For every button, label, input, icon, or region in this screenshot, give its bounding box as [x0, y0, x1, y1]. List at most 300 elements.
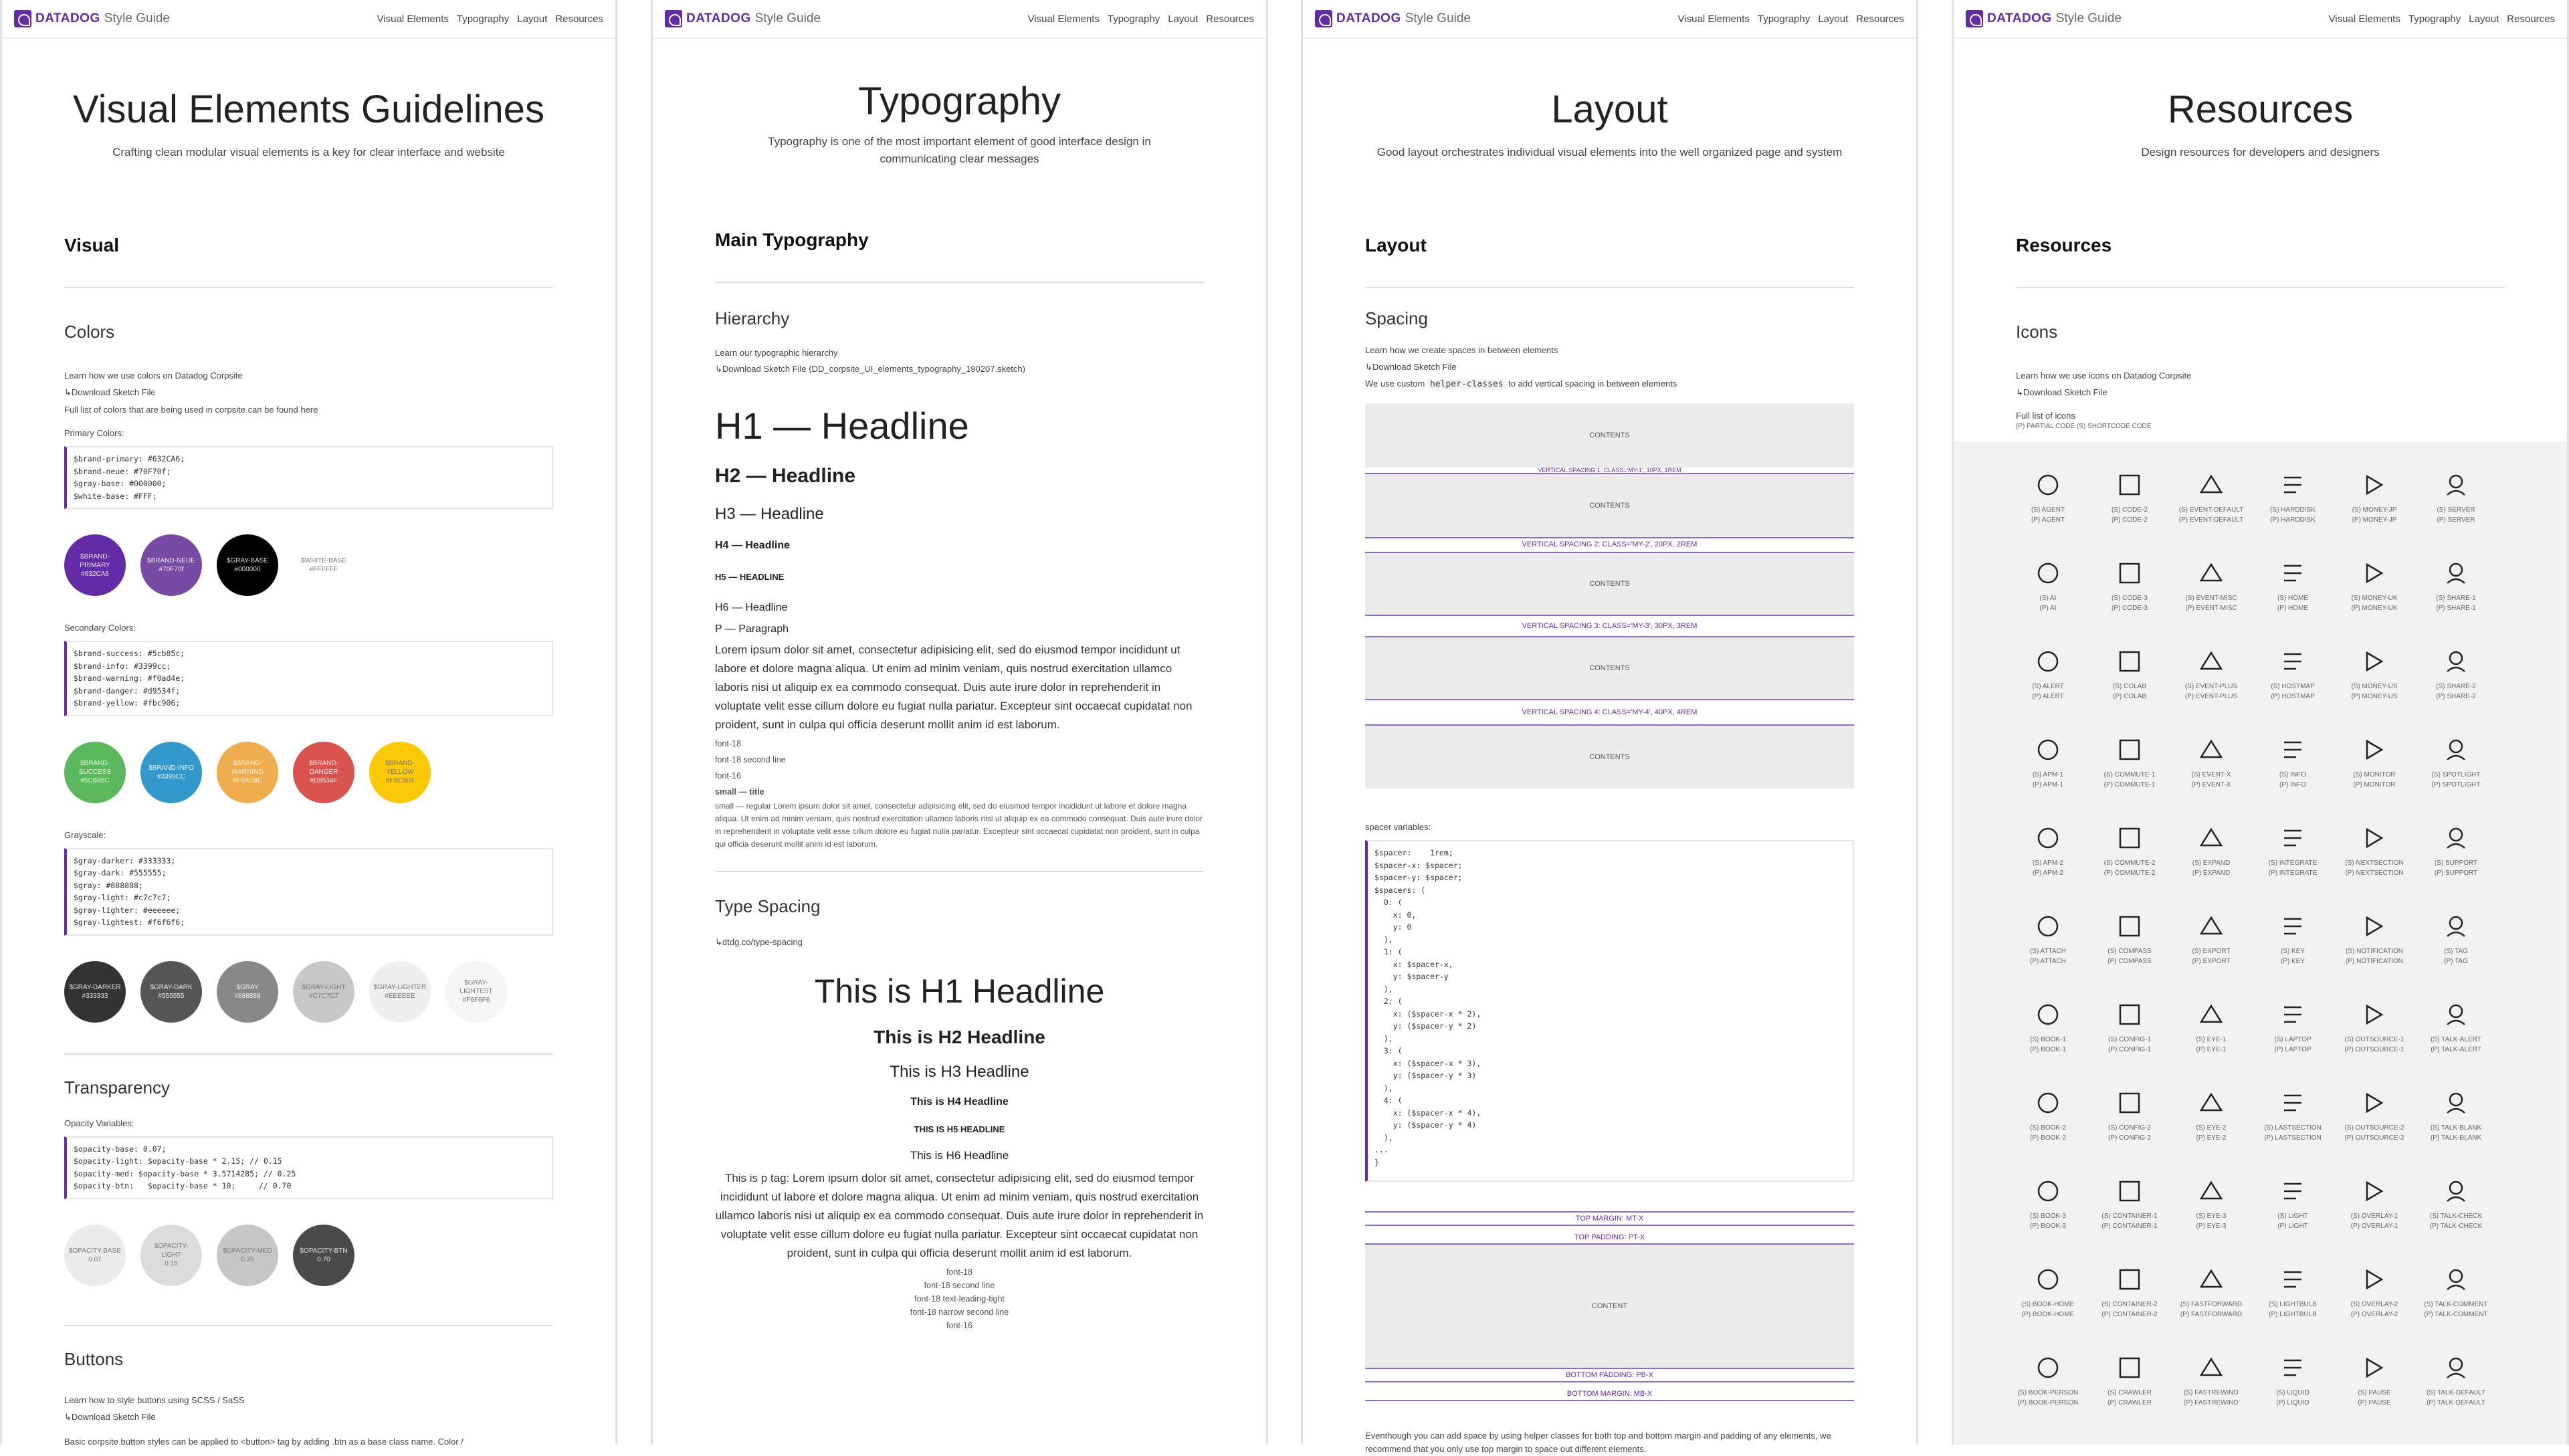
icon-compass-tile[interactable]	[2089, 910, 2170, 998]
page-lead: Crafting clean modular visual elements is a key for clear interface and website	[112, 146, 505, 159]
icon-label-s: (S) NEXTSECTION	[2345, 859, 2404, 867]
top-nav	[1303, 0, 1916, 39]
divider	[64, 1325, 553, 1326]
icon-code-2-tile[interactable]	[2089, 468, 2170, 556]
secondary-colors-label: Secondary Colors:	[64, 623, 136, 633]
swatch-name: $WHITE-BASE	[301, 557, 346, 564]
primary-colors-code: $brand-primary: #632CA6; $brand-neue: #70F70f; $gray-base: #000000; $white-base: #FFF;	[64, 446, 553, 509]
swatch-name: $GRAY-DARKER	[69, 983, 121, 991]
logo-subtitle: Style Guide	[754, 11, 821, 25]
icon-crawler-tile[interactable]	[2089, 1351, 2170, 1439]
swatch-value: #5CB85C	[80, 777, 110, 785]
icon-notification-tile[interactable]	[2334, 910, 2415, 998]
icon-info-tile[interactable]	[2252, 733, 2334, 821]
icon-label-s: (S) TAG	[2444, 948, 2468, 955]
full-colors-link[interactable]: Full list of colors that are being used in corpsite can be found here	[64, 405, 318, 415]
icon-label-p: (P) HOSTMAP	[2271, 693, 2315, 700]
icon-code-3-tile[interactable]	[2089, 556, 2170, 645]
icon-label-p: (P) CRAWLER	[2108, 1399, 2152, 1407]
swatch-name: $GRAY-LIGHTEST	[459, 979, 493, 995]
icon-label-s: (S) EYE-3	[2196, 1213, 2227, 1220]
icon-book-3-tile[interactable]	[2007, 1174, 2089, 1263]
typography-page	[651, 0, 1268, 1445]
attach-icon	[2031, 910, 2065, 943]
icon-label-s: (S) EYE-2	[2196, 1124, 2227, 1132]
swatch-name: $BRAND-DANGER	[309, 760, 338, 776]
nav-link-resources[interactable]: Resources	[2507, 13, 2555, 25]
icon-liquid-tile[interactable]	[2252, 1351, 2334, 1439]
icon-book-person-tile[interactable]	[2007, 1351, 2089, 1439]
overlay-1-icon	[2358, 1174, 2391, 1208]
contents-box: CONTENTS	[1365, 724, 1854, 789]
icon-label-p: (P) CONTAINER-2	[2101, 1311, 2158, 1318]
icon-eye-1-tile[interactable]	[2170, 998, 2252, 1086]
type-spacing-link[interactable]: ↳dtdg.co/type-spacing	[715, 937, 803, 947]
nav-link-layout[interactable]: Layout	[1818, 13, 1849, 25]
icon-label-s: (S) HARDDISK	[2270, 506, 2316, 514]
spotlight-icon	[2439, 733, 2473, 766]
nav-link-layout[interactable]: Layout	[517, 13, 548, 25]
icon-label-s: (S) BOOK-3	[2030, 1213, 2066, 1220]
icon-talk-alert-tile[interactable]	[2415, 998, 2497, 1086]
nav-link-typography[interactable]: Typography	[2408, 13, 2461, 25]
layout-download-link[interactable]: ↳Download Sketch File	[1365, 362, 1457, 372]
share-1-icon	[2439, 556, 2473, 590]
font-note: font-18	[715, 739, 741, 748]
icon-label-p: (P) BOOK-PERSON	[2017, 1399, 2079, 1407]
icon-label-s: (S) INTEGRATE	[2268, 859, 2318, 867]
page-title: Visual Elements Guidelines	[73, 88, 544, 131]
lightbulb-icon	[2276, 1263, 2309, 1296]
apm-2-icon	[2031, 821, 2065, 855]
nav-link-layout[interactable]: Layout	[2469, 13, 2499, 25]
swatch-value: #C7C7C7	[309, 992, 338, 1000]
icon-overlay-1-tile[interactable]	[2334, 1174, 2415, 1263]
icon-grid	[1954, 441, 2567, 1445]
event-x-icon	[2194, 733, 2228, 766]
nav-link-visual-elements[interactable]: Visual Elements	[377, 13, 449, 25]
spacer-variables-code: $spacer: 1rem; $spacer-x: $spacer; $spacer-y: $spacer; $spacers: ( 0: ( x: 0, y: 0 ), 1: ( x: $spacer-x, y: $spacer-y ), 2: ( x: ($spacer-x * 2), y: ($spacer-y * 2) ), 3: ( x: ($spacer-x * 3), y: ($spacer-y * 3) ), 4: ( x: ($spacer-x * 4), y: ($spacer-y * 4) ), ... }	[1365, 840, 1854, 1182]
icon-label-p: (P) MONITOR	[2353, 781, 2396, 789]
icon-label-s: (S) APM-2	[2032, 859, 2064, 867]
icon-label-p: (P) LIQUID	[2276, 1399, 2309, 1407]
icon-money-uk-tile[interactable]	[2334, 556, 2415, 645]
icon-share-2-tile[interactable]	[2415, 645, 2497, 733]
nav-link-visual-elements[interactable]: Visual Elements	[2328, 13, 2400, 25]
icon-support-tile[interactable]	[2415, 821, 2497, 910]
icon-event-plus-tile[interactable]	[2170, 645, 2252, 733]
icon-label-p: (P) BOOK-2	[2030, 1134, 2066, 1142]
nav-link-resources[interactable]: Resources	[1206, 13, 1254, 25]
top-nav	[1954, 0, 2567, 39]
color-swatch	[140, 961, 202, 1023]
color-swatch	[140, 742, 202, 803]
icon-lastsection-tile[interactable]	[2252, 1086, 2334, 1174]
icon-book-home-tile[interactable]	[2007, 1263, 2089, 1351]
primary-colors-label: Primary Colors:	[64, 428, 124, 438]
icon-event-default-tile[interactable]	[2170, 468, 2252, 556]
visual-elements-page	[0, 0, 617, 1445]
hero	[653, 79, 1266, 168]
logo[interactable]	[14, 10, 170, 27]
nav-link-resources[interactable]: Resources	[1856, 13, 1904, 25]
contents-box: CONTENTS	[1365, 403, 1854, 467]
talk-blank-icon	[2439, 1086, 2473, 1120]
book-3-icon	[2031, 1174, 2065, 1208]
icon-label-p: (P) SHARE-2	[2436, 693, 2476, 700]
icon-eye-2-tile[interactable]	[2170, 1086, 2252, 1174]
divider	[715, 282, 1204, 283]
icon-outsource-2-tile[interactable]	[2334, 1086, 2415, 1174]
swatch-name: $OPACITY-LIGHT	[154, 1243, 189, 1259]
alert-icon	[2031, 645, 2065, 678]
swatch-name: $OPACITY-BTN	[300, 1247, 348, 1255]
hierarchy-download-link[interactable]: ↳Download Sketch File (DD_corpsite_UI_elements_typography_190207.sketch)	[715, 364, 1025, 374]
sample-h2: H2 — Headline	[715, 465, 856, 487]
icon-tag-tile[interactable]	[2415, 910, 2497, 998]
money-jp-icon	[2358, 468, 2391, 502]
icon-home-tile[interactable]	[2252, 556, 2334, 645]
icon-export-tile[interactable]	[2170, 910, 2252, 998]
icon-colab-tile[interactable]	[2089, 645, 2170, 733]
outsource-2-icon	[2358, 1086, 2391, 1120]
icon-label-s: (S) SHARE-1	[2436, 595, 2476, 602]
icon-talk-default-tile[interactable]	[2415, 1351, 2497, 1439]
swatch-value: #F6F6F6	[462, 997, 490, 1004]
nav-link-visual-elements[interactable]: Visual Elements	[1677, 13, 1750, 25]
icon-label-p: (P) EYE-3	[2196, 1223, 2227, 1230]
top-nav	[653, 0, 1266, 39]
lastsection-icon	[2276, 1086, 2309, 1120]
eye-1-icon	[2194, 998, 2228, 1031]
ai-icon	[2031, 556, 2065, 590]
nav-links	[377, 13, 603, 25]
swatch-value: #D9534F	[310, 777, 338, 785]
logo[interactable]	[665, 10, 821, 27]
colors-heading: Colors	[64, 322, 115, 342]
icon-label-s: (S) BOOK-2	[2030, 1124, 2066, 1132]
icon-label-p: (P) NOTIFICATION	[2346, 958, 2403, 965]
icon-label-s: (S) SPOTLIGHT	[2431, 771, 2481, 778]
icon-pause-tile[interactable]	[2334, 1351, 2415, 1439]
contents-box: CONTENTS	[1365, 552, 1854, 616]
nav-links	[1028, 13, 1254, 25]
icon-book-2-tile[interactable]	[2007, 1086, 2089, 1174]
primary-swatches	[64, 534, 553, 596]
container-1-icon	[2113, 1174, 2146, 1208]
book-1-icon	[2031, 998, 2065, 1031]
icon-label-p: (P) OUTSOURCE-1	[2344, 1046, 2404, 1053]
export-icon	[2194, 910, 2228, 943]
icon-label-s: (S) AI	[2039, 595, 2057, 602]
spacing-h1: This is H1 Headline	[814, 972, 1105, 1010]
swatch-value: #632CA6	[81, 570, 109, 578]
icon-label-s: (S) EVENT-X	[2191, 771, 2231, 778]
icon-label-p: (P) CONFIG-2	[2108, 1134, 2151, 1142]
icon-container-2-tile[interactable]	[2089, 1263, 2170, 1351]
swatch-value: 0.70	[317, 1255, 330, 1263]
icon-label-s: (S) COMMUTE-2	[2103, 859, 2156, 867]
icon-label-s: (S) AGENT	[2031, 506, 2065, 514]
nav-link-typography[interactable]: Typography	[456, 13, 510, 25]
icon-label-s: (S) CONTAINER-1	[2101, 1213, 2158, 1220]
layout-footer-text: Eventhough you can add space by using helper classes for both top and bottom margin and padding of any elements, we recommend that you only use top margin to space out different elements.	[1365, 1431, 1831, 1454]
hero	[1954, 87, 2567, 161]
page-title: Layout	[1551, 88, 1668, 131]
tag-icon	[2439, 910, 2473, 943]
spacing-intro: Learn how we create spaces in between elements	[1365, 345, 1558, 355]
nav-link-resources[interactable]: Resources	[555, 13, 603, 25]
icon-label-s: (S) SUPPORT	[2434, 859, 2478, 867]
icon-label-s: (S) TALK-COMMENT	[2424, 1301, 2488, 1308]
icon-apm-1-tile[interactable]	[2007, 733, 2089, 821]
logo-subtitle: Style Guide	[1405, 11, 1471, 25]
icon-legend: (P) PARTIAL CODE (S) SHORTCODE CODE	[2016, 423, 2152, 430]
icon-label-s: (S) EYE-1	[2196, 1036, 2227, 1043]
swatch-name: $BRAND-YELLOW	[385, 760, 415, 776]
talk-default-icon	[2439, 1351, 2473, 1384]
icon-label-s: (S) FASTFORWARD	[2180, 1301, 2243, 1308]
nav-links	[2329, 13, 2555, 25]
commute-2-icon	[2113, 821, 2146, 855]
sample-h4: H4 — Headline	[715, 540, 791, 551]
icon-label-p: (P) CONFIG-1	[2108, 1046, 2151, 1053]
icon-money-jp-tile[interactable]	[2334, 468, 2415, 556]
icon-commute-2-tile[interactable]	[2089, 821, 2170, 910]
icon-label-s: (S) MONEY-US	[2351, 683, 2398, 690]
icon-attach-tile[interactable]	[2007, 910, 2089, 998]
icon-alert-tile[interactable]	[2007, 645, 2089, 733]
icon-fastforward-tile[interactable]	[2170, 1263, 2252, 1351]
grayscale-label: Grayscale:	[64, 829, 106, 840]
nav-link-typography[interactable]: Typography	[1107, 13, 1160, 25]
color-swatch	[140, 534, 202, 596]
icon-label-p: (P) OVERLAY-1	[2350, 1223, 2398, 1230]
pause-icon	[2358, 1351, 2391, 1384]
sample-h3: H3 — Headline	[715, 505, 824, 523]
outsource-1-icon	[2358, 998, 2391, 1031]
hierarchy-intro: Learn our typographic hierarchy	[715, 348, 838, 358]
expand-icon	[2194, 821, 2228, 855]
buttons-intro: Learn how to style buttons using SCSS / SaSS	[64, 1394, 245, 1405]
swatch-value: 0.25	[241, 1255, 254, 1263]
icon-label-s: (S) TALK-DEFAULT	[2427, 1389, 2485, 1396]
color-swatch	[217, 742, 278, 803]
icon-commute-1-tile[interactable]	[2089, 733, 2170, 821]
icon-config-2-tile[interactable]	[2089, 1086, 2170, 1174]
icon-ai-tile[interactable]	[2007, 556, 2089, 645]
icon-label-s: (S) HOME	[2277, 595, 2309, 602]
icon-label-p: (P) KEY	[2280, 958, 2305, 965]
icon-overlay-2-tile[interactable]	[2334, 1263, 2415, 1351]
icon-label-p: (P) FASTREWIND	[2184, 1399, 2239, 1407]
icon-label-s: (S) LIGHTBULB	[2269, 1301, 2317, 1308]
icon-talk-comment-tile[interactable]	[2415, 1263, 2497, 1351]
icon-server-tile[interactable]	[2415, 468, 2497, 556]
icon-label-p: (P) INFO	[2279, 781, 2306, 789]
nav-link-typography[interactable]: Typography	[1757, 13, 1811, 25]
icon-label-s: (S) SHARE-2	[2436, 683, 2476, 690]
icon-label-p: (P) LAPTOP	[2274, 1046, 2311, 1053]
icon-label-p: (P) AGENT	[2031, 516, 2065, 524]
spacing-h2: This is H2 Headline	[874, 1027, 1045, 1047]
spacing-heading: Spacing	[1365, 308, 1428, 328]
icon-nextsection-tile[interactable]	[2334, 821, 2415, 910]
icon-label-p: (P) ATTACH	[2029, 958, 2067, 965]
icon-label-p: (P) EXPORT	[2192, 958, 2231, 965]
color-swatch	[369, 742, 431, 803]
note-post: to add vertical spacing in between elements	[1508, 379, 1677, 389]
icon-agent-tile[interactable]	[2007, 468, 2089, 556]
sample-h5: H5 — HEADLINE	[715, 572, 785, 582]
icon-label-s: (S) CRAWLER	[2108, 1389, 2152, 1396]
liquid-icon	[2276, 1351, 2309, 1384]
spacing-h3: This is H3 Headline	[890, 1063, 1029, 1081]
icon-label-s: (S) EVENT-MISC	[2185, 595, 2237, 602]
buttons-download-link[interactable]: ↳Download Sketch File	[64, 1411, 156, 1422]
icon-expand-tile[interactable]	[2170, 821, 2252, 910]
icon-label-p: (P) ALERT	[2032, 693, 2064, 700]
small-title: small — title	[715, 787, 764, 797]
divider	[1365, 287, 1854, 288]
spacing-h4: This is H4 Headline	[910, 1096, 1009, 1108]
download-sketch-link[interactable]: ↳Download Sketch File	[64, 387, 156, 397]
nav-link-layout[interactable]: Layout	[1168, 13, 1199, 25]
key-icon	[2276, 910, 2309, 943]
icon-label-p: (P) OUTSOURCE-2	[2344, 1134, 2404, 1142]
color-swatch	[217, 534, 278, 596]
icon-key-tile[interactable]	[2252, 910, 2334, 998]
icon-event-misc-tile[interactable]	[2170, 556, 2252, 645]
nav-link-visual-elements[interactable]: Visual Elements	[1027, 13, 1100, 25]
logo[interactable]	[1315, 10, 1471, 27]
icon-money-us-tile[interactable]	[2334, 645, 2415, 733]
icon-hostmap-tile[interactable]	[2252, 645, 2334, 733]
logo-brand: DATADOG	[1987, 11, 2052, 25]
section-title: Main Typography	[715, 229, 869, 250]
icon-talk-blank-tile[interactable]	[2415, 1086, 2497, 1174]
overlay-2-icon	[2358, 1263, 2391, 1296]
logo-brand: DATADOG	[686, 11, 751, 25]
font-note: font-16	[946, 1321, 972, 1330]
harddisk-icon	[2276, 468, 2309, 502]
full-icons-link[interactable]: Full list of icons	[2016, 411, 2075, 421]
color-swatch	[293, 1225, 354, 1286]
icon-monitor-tile[interactable]	[2334, 733, 2415, 821]
spacing-label-4: VERTICAL SPACING 4: CLASS='MY-4', 40PX, 4REM	[1522, 708, 1698, 716]
color-swatch	[64, 742, 126, 803]
section-title: Layout	[1365, 235, 1427, 255]
book-2-icon	[2031, 1086, 2065, 1120]
bottom-padding-label: BOTTOM PADDING: PB-X	[1365, 1369, 1854, 1382]
resources-page	[1952, 0, 2569, 1445]
icons-download-link[interactable]: ↳Download Sketch File	[2016, 387, 2108, 397]
icon-laptop-tile[interactable]	[2252, 998, 2334, 1086]
info-icon	[2276, 733, 2309, 766]
contents-box: CONTENTS	[1365, 474, 1854, 538]
icon-book-1-tile[interactable]	[2007, 998, 2089, 1086]
swatch-name: $BRAND-NEUE	[147, 557, 195, 564]
color-swatch	[293, 742, 354, 803]
swatch-name: $BRAND-WARNING	[231, 760, 264, 776]
font-note: font-18 narrow second line	[910, 1308, 1009, 1317]
icon-config-1-tile[interactable]	[2089, 998, 2170, 1086]
icon-label-s: (S) EVENT-PLUS	[2184, 683, 2238, 690]
spacing-h5: THIS IS H5 HEADLINE	[914, 1124, 1005, 1134]
hostmap-icon	[2276, 645, 2309, 678]
spacing-label-3: VERTICAL SPACING 3: CLASS='MY-3', 30PX, 3REM	[1522, 622, 1698, 630]
logo[interactable]	[1966, 10, 2122, 27]
icon-label-p: (P) LIGHT	[2277, 1223, 2308, 1230]
icon-label-p: (P) EVENT-X	[2191, 781, 2231, 789]
icon-label-p: (P) PAUSE	[2358, 1399, 2391, 1407]
icon-harddisk-tile[interactable]	[2252, 468, 2334, 556]
container-2-icon	[2113, 1263, 2146, 1296]
icon-label-s: (S) MONITOR	[2353, 771, 2396, 778]
icon-label-p: (P) EYE-2	[2196, 1134, 2227, 1142]
icon-label-p: (P) MONEY-JP	[2352, 516, 2397, 524]
logo-brand: DATADOG	[1336, 11, 1401, 25]
logo-subtitle: Style Guide	[104, 11, 170, 25]
icon-eye-3-tile[interactable]	[2170, 1174, 2252, 1263]
icon-label-p: (P) INTEGRATE	[2268, 869, 2318, 877]
icon-label-p: (P) COLAB	[2112, 693, 2146, 700]
swatch-value: #FFFFFF	[309, 566, 338, 573]
icon-light-tile[interactable]	[2252, 1174, 2334, 1263]
icon-label-s: (S) FASTREWIND	[2184, 1389, 2239, 1396]
icon-fastrewind-tile[interactable]	[2170, 1351, 2252, 1439]
section-title: Visual	[64, 235, 119, 255]
swatch-value: #333333	[82, 992, 108, 1000]
icon-integrate-tile[interactable]	[2252, 821, 2334, 910]
icon-label-s: (S) TALK-BLANK	[2430, 1124, 2482, 1132]
icon-event-x-tile[interactable]	[2170, 733, 2252, 821]
grayscale-code: $gray-darker: #333333; $gray-dark: #555555; $gray: #888888; $gray-light: #c7c7c7; $gray-lighter: #eeeeee; $gray-lightest: #f6f6f6;	[64, 848, 553, 936]
swatch-name: $GRAY-LIGHT	[302, 983, 346, 991]
icon-label-p: (P) BOOK-1	[2030, 1046, 2066, 1053]
icon-label-s: (S) COLAB	[2112, 683, 2146, 690]
icon-label-p: (P) NEXTSECTION	[2345, 869, 2404, 877]
hero	[2, 87, 615, 161]
icon-spotlight-tile[interactable]	[2415, 733, 2497, 821]
icon-container-1-tile[interactable]	[2089, 1174, 2170, 1263]
icon-label-p: (P) APM-2	[2032, 869, 2064, 877]
swatch-value: #70F70f	[159, 566, 184, 573]
swatch-name: $GRAY-LIGHTER	[373, 983, 427, 991]
icon-label-s: (S) ATTACH	[2029, 948, 2067, 955]
datadog-logo-icon	[1315, 10, 1332, 27]
icon-outsource-1-tile[interactable]	[2334, 998, 2415, 1086]
icon-label-p: (P) FASTFORWARD	[2180, 1311, 2243, 1318]
icon-label-p: (P) TALK-BLANK	[2430, 1134, 2482, 1142]
icon-label-s: (S) BOOK-PERSON	[2017, 1389, 2079, 1396]
icon-share-1-tile[interactable]	[2415, 556, 2497, 645]
opacity-label: Opacity Variables:	[64, 1118, 134, 1128]
swatch-name: $GRAY-BASE	[226, 557, 269, 564]
hierarchy-heading: Hierarchy	[715, 308, 790, 328]
icon-label-s: (S) MONEY-JP	[2352, 506, 2397, 514]
icon-talk-check-tile[interactable]	[2415, 1174, 2497, 1263]
sample-h1: H1 — Headline	[715, 405, 969, 447]
spacing-demo	[1365, 403, 1854, 789]
datadog-logo-icon	[14, 10, 31, 27]
icon-apm-2-tile[interactable]	[2007, 821, 2089, 910]
icon-label-p: (P) EVENT-PLUS	[2184, 693, 2238, 700]
divider	[715, 871, 1204, 872]
layout-page	[1301, 0, 1918, 1454]
icon-lightbulb-tile[interactable]	[2252, 1263, 2334, 1351]
font-note: font-18 second line	[924, 1281, 995, 1290]
